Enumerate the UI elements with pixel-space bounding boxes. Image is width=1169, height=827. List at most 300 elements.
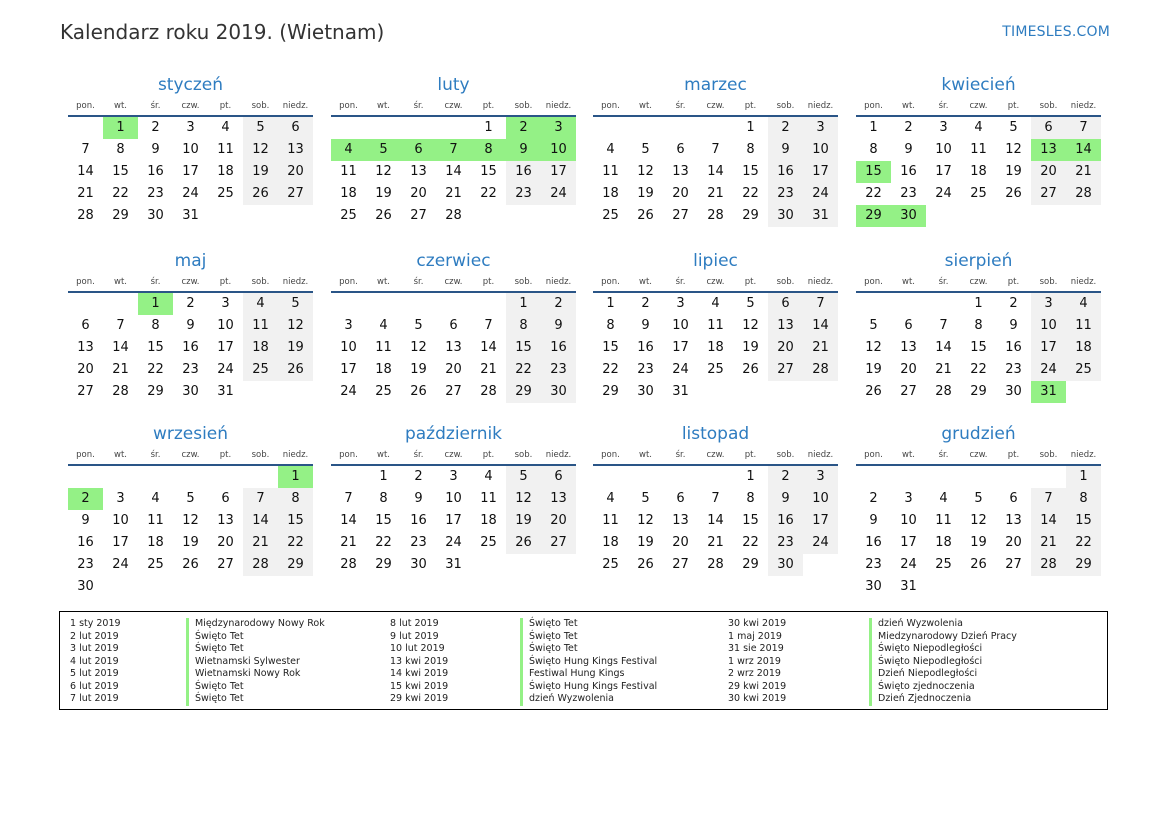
day-cell: 16	[182, 340, 199, 355]
day-grid	[856, 117, 1101, 227]
day-cell: 15	[375, 513, 392, 528]
day-cell: 26	[637, 557, 654, 572]
weekday-label: wt.	[902, 101, 915, 111]
legend-holiday-name: Międzynarodowy Nowy Rok	[195, 618, 325, 629]
day-cell: 1	[869, 120, 878, 135]
weekday-label: niedz.	[1070, 450, 1097, 460]
day-cell: 8	[746, 491, 755, 506]
day-cell: 4	[243, 293, 278, 315]
day-cell: 23	[506, 183, 541, 205]
day-cell: 12	[742, 318, 759, 333]
legend-holiday-name: Święto Niepodległości	[878, 655, 983, 667]
empty-cell	[208, 466, 243, 488]
empty-cell	[926, 466, 961, 488]
day-cell: 24	[803, 532, 838, 554]
day-cell: 9	[904, 142, 913, 157]
day-cell: 9	[641, 318, 650, 333]
day-cell: 6	[278, 117, 313, 139]
legend-date: 29 kwi 2019	[390, 693, 449, 704]
day-cell: 30	[77, 579, 94, 594]
day-cell: 8	[974, 318, 983, 333]
day-cell: 27	[900, 384, 917, 399]
legend-names-column	[520, 618, 657, 706]
month-block	[68, 250, 313, 403]
day-cell: 5	[1009, 120, 1018, 135]
day-cell: 25	[147, 557, 164, 572]
day-cell: 4	[974, 120, 983, 135]
day-cell: 21	[935, 362, 952, 377]
day-cell: 25	[707, 362, 724, 377]
empty-cell	[698, 466, 733, 488]
weekday-label: pon.	[339, 450, 358, 460]
weekday-label: czw.	[444, 450, 463, 460]
day-cell: 6	[401, 139, 436, 161]
day-cell: 29	[147, 384, 164, 399]
day-cell: 7	[711, 491, 720, 506]
day-cell: 25	[602, 557, 619, 572]
day-cell: 18	[970, 164, 987, 179]
day-cell: 10	[935, 142, 952, 157]
month-block	[68, 423, 313, 598]
legend-holiday-name: Święto Tet	[195, 630, 244, 642]
weekday-label: wt.	[377, 277, 390, 287]
day-cell: 1	[606, 296, 615, 311]
day-cell: 21	[803, 337, 838, 359]
day-cell: 10	[900, 513, 917, 528]
day-cell: 25	[935, 557, 952, 572]
weekday-label: czw.	[181, 450, 200, 460]
empty-cell	[366, 117, 401, 139]
day-cell: 11	[1066, 315, 1101, 337]
day-cell: 21	[243, 532, 278, 554]
day-cell: 11	[935, 513, 952, 528]
day-cell: 15	[742, 513, 759, 528]
day-cell: 23	[865, 557, 882, 572]
day-cell: 4	[1066, 293, 1101, 315]
day-cell: 9	[541, 315, 576, 337]
day-cell: 14	[112, 340, 129, 355]
day-grid	[856, 466, 1101, 598]
day-cell: 26	[742, 362, 759, 377]
day-cell: 21	[707, 535, 724, 550]
day-cell: 8	[151, 318, 160, 333]
day-cell: 28	[803, 359, 838, 381]
day-cell: 31	[182, 208, 199, 223]
weekday-label: wt.	[902, 450, 915, 460]
day-cell: 13	[672, 164, 689, 179]
day-cell: 17	[112, 535, 129, 550]
day-cell: 20	[900, 362, 917, 377]
day-cell: 16	[1005, 340, 1022, 355]
day-cell: 8	[746, 142, 755, 157]
empty-cell	[331, 117, 366, 139]
day-cell: 20	[445, 362, 462, 377]
month-block	[593, 423, 838, 576]
legend-holiday-name: Święto Tet	[195, 680, 244, 692]
weekday-header	[593, 447, 838, 466]
month-name: lipiec	[693, 251, 738, 271]
day-cell: 2	[68, 488, 103, 510]
day-cell: 2	[768, 466, 803, 488]
weekday-label: czw.	[706, 277, 725, 287]
day-cell: 5	[641, 142, 650, 157]
day-cell: 6	[1009, 491, 1018, 506]
day-cell: 24	[112, 557, 129, 572]
day-cell: 7	[243, 488, 278, 510]
day-cell: 3	[904, 491, 913, 506]
month-name: styczeń	[157, 75, 224, 95]
day-cell: 13	[541, 488, 576, 510]
day-cell: 29	[1066, 554, 1101, 576]
day-cell: 31	[803, 205, 838, 227]
day-grid	[331, 117, 576, 227]
day-cell: 26	[243, 183, 278, 205]
day-cell: 17	[803, 161, 838, 183]
day-cell: 5	[186, 491, 195, 506]
legend-names-column	[186, 618, 325, 706]
weekday-header	[68, 447, 313, 466]
day-cell: 5	[243, 117, 278, 139]
day-cell: 6	[449, 318, 458, 333]
day-cell: 14	[1031, 510, 1066, 532]
legend-date: 9 lut 2019	[390, 630, 439, 642]
weekday-header	[331, 98, 576, 117]
day-cell: 29	[375, 557, 392, 572]
day-cell: 2	[1009, 296, 1018, 311]
day-cell: 18	[217, 164, 234, 179]
weekday-label: pon.	[76, 101, 95, 111]
day-cell: 23	[410, 535, 427, 550]
day-cell: 12	[182, 513, 199, 528]
day-cell: 15	[1066, 510, 1101, 532]
weekday-label: śr.	[675, 450, 686, 460]
day-grid	[68, 466, 313, 598]
day-cell: 3	[803, 466, 838, 488]
weekday-label: pt.	[219, 450, 232, 460]
day-cell: 19	[637, 535, 654, 550]
day-cell: 9	[506, 139, 541, 161]
weekday-label: pon.	[339, 277, 358, 287]
day-cell: 11	[340, 164, 357, 179]
weekday-header	[68, 274, 313, 293]
day-cell: 28	[112, 384, 129, 399]
weekday-label: wt.	[377, 101, 390, 111]
day-cell: 25	[340, 208, 357, 223]
weekday-label: niedz.	[545, 101, 572, 111]
day-cell: 16	[77, 535, 94, 550]
day-cell: 28	[77, 208, 94, 223]
day-cell: 4	[939, 491, 948, 506]
day-cell: 2	[904, 120, 913, 135]
legend-dates-column	[70, 618, 121, 706]
day-cell: 23	[182, 362, 199, 377]
day-cell: 3	[803, 117, 838, 139]
day-cell: 1	[746, 120, 755, 135]
legend-dates-column	[728, 618, 786, 706]
day-cell: 15	[147, 340, 164, 355]
day-cell: 21	[480, 362, 497, 377]
month-block	[856, 74, 1101, 227]
day-cell: 15	[278, 510, 313, 532]
day-cell: 18	[375, 362, 392, 377]
day-cell: 11	[147, 513, 164, 528]
day-cell: 12	[637, 164, 654, 179]
day-cell: 26	[506, 532, 541, 554]
day-cell: 10	[1031, 315, 1066, 337]
day-cell: 10	[182, 142, 199, 157]
day-cell: 31	[1031, 381, 1066, 403]
day-cell: 29	[742, 208, 759, 223]
day-cell: 9	[768, 139, 803, 161]
weekday-label: śr.	[413, 277, 424, 287]
day-cell: 1	[379, 469, 388, 484]
day-cell: 15	[602, 340, 619, 355]
day-cell: 20	[541, 510, 576, 532]
day-cell: 30	[541, 381, 576, 403]
day-cell: 15	[112, 164, 129, 179]
day-cell: 2	[869, 491, 878, 506]
weekday-label: pt.	[1007, 450, 1020, 460]
day-cell: 16	[147, 164, 164, 179]
day-cell: 10	[217, 318, 234, 333]
day-cell: 22	[1066, 532, 1101, 554]
day-cell: 17	[445, 513, 462, 528]
day-cell: 17	[340, 362, 357, 377]
day-cell: 20	[672, 535, 689, 550]
weekday-header	[593, 274, 838, 293]
day-cell: 8	[116, 142, 125, 157]
weekday-label: pt.	[744, 450, 757, 460]
empty-cell	[68, 466, 103, 488]
day-grid	[856, 293, 1101, 403]
day-cell: 27	[672, 557, 689, 572]
weekday-label: sob.	[251, 450, 270, 460]
weekday-label: pon.	[864, 101, 883, 111]
month-name: wrzesień	[152, 424, 229, 444]
day-cell: 1	[278, 466, 313, 488]
day-cell: 29	[856, 205, 891, 227]
day-cell: 12	[243, 139, 278, 161]
day-cell: 16	[865, 535, 882, 550]
weekday-label: śr.	[413, 450, 424, 460]
day-cell: 29	[112, 208, 129, 223]
day-cell: 3	[541, 117, 576, 139]
day-cell: 23	[541, 359, 576, 381]
weekday-label: niedz.	[282, 277, 309, 287]
weekday-label: śr.	[150, 101, 161, 111]
weekday-label: pt.	[744, 101, 757, 111]
day-cell: 30	[768, 554, 803, 576]
weekday-label: pon.	[864, 277, 883, 287]
weekday-label: czw.	[181, 101, 200, 111]
day-cell: 15	[970, 340, 987, 355]
day-cell: 3	[939, 120, 948, 135]
day-cell: 2	[414, 469, 423, 484]
empty-cell	[856, 466, 891, 488]
empty-cell	[103, 293, 138, 315]
day-cell: 4	[606, 142, 615, 157]
weekday-label: czw.	[706, 450, 725, 460]
day-cell: 20	[672, 186, 689, 201]
day-cell: 12	[865, 340, 882, 355]
weekday-label: wt.	[639, 277, 652, 287]
day-cell: 27	[1031, 183, 1066, 205]
day-cell: 18	[707, 340, 724, 355]
day-cell: 28	[243, 554, 278, 576]
day-cell: 8	[606, 318, 615, 333]
day-cell: 9	[869, 513, 878, 528]
day-cell: 20	[278, 161, 313, 183]
weekday-label: wt.	[114, 101, 127, 111]
day-cell: 12	[970, 513, 987, 528]
day-cell: 7	[81, 142, 90, 157]
empty-cell	[856, 293, 891, 315]
day-cell: 23	[637, 362, 654, 377]
weekday-header	[856, 98, 1101, 117]
day-cell: 17	[803, 510, 838, 532]
day-cell: 26	[182, 557, 199, 572]
day-cell: 11	[602, 513, 619, 528]
day-cell: 27	[410, 208, 427, 223]
month-block	[593, 250, 838, 403]
weekday-label: śr.	[675, 101, 686, 111]
day-grid	[331, 466, 576, 576]
day-cell: 19	[1005, 164, 1022, 179]
day-cell: 26	[865, 384, 882, 399]
day-cell: 21	[1066, 161, 1101, 183]
weekday-label: śr.	[150, 450, 161, 460]
legend-holiday-name: Święto Tet	[529, 643, 578, 654]
day-cell: 12	[637, 513, 654, 528]
weekday-label: pon.	[601, 277, 620, 287]
day-cell: 9	[81, 513, 90, 528]
legend-holiday-name: Święto Niepodległości	[878, 643, 983, 654]
day-cell: 17	[182, 164, 199, 179]
day-cell: 13	[278, 139, 313, 161]
day-cell: 22	[480, 186, 497, 201]
day-cell: 16	[768, 510, 803, 532]
legend-holiday-name: Festiwal Hung Kings	[529, 668, 625, 679]
day-cell: 12	[278, 315, 313, 337]
day-cell: 13	[77, 340, 94, 355]
day-cell: 30	[147, 208, 164, 223]
legend-date: 30 kwi 2019	[728, 693, 787, 704]
day-cell: 13	[1005, 513, 1022, 528]
day-cell: 3	[221, 296, 230, 311]
weekday-label: niedz.	[807, 450, 834, 460]
day-cell: 18	[602, 186, 619, 201]
day-cell: 16	[768, 161, 803, 183]
day-cell: 15	[856, 161, 891, 183]
brand-link[interactable]: TIMESLES.COM	[1002, 24, 1110, 40]
month-name: sierpień	[944, 251, 1013, 271]
day-cell: 4	[606, 491, 615, 506]
weekday-label: sob.	[514, 101, 533, 111]
day-cell: 30	[410, 557, 427, 572]
month-block	[856, 250, 1101, 403]
day-cell: 17	[217, 340, 234, 355]
day-cell: 22	[742, 186, 759, 201]
day-cell: 16	[410, 513, 427, 528]
day-cell: 7	[344, 491, 353, 506]
day-cell: 13	[900, 340, 917, 355]
legend-date: 10 lut 2019	[390, 643, 445, 654]
day-cell: 6	[676, 142, 685, 157]
month-name: grudzień	[941, 424, 1016, 444]
day-cell: 19	[506, 510, 541, 532]
day-cell: 4	[151, 491, 160, 506]
legend-date: 1 maj 2019	[728, 630, 782, 642]
day-cell: 24	[445, 535, 462, 550]
day-grid	[593, 293, 838, 403]
day-cell: 29	[742, 557, 759, 572]
legend-holiday-name: Święto zjednoczenia	[878, 680, 975, 692]
day-cell: 24	[1031, 359, 1066, 381]
day-cell: 11	[217, 142, 234, 157]
month-name: listopad	[681, 424, 750, 444]
weekday-label: sob.	[1039, 277, 1058, 287]
weekday-label: pt.	[219, 277, 232, 287]
legend-date: 2 wrz 2019	[728, 668, 781, 679]
legend-holiday-name: Święto Hung Kings Festival	[529, 680, 658, 692]
day-cell: 24	[340, 384, 357, 399]
weekday-label: sob.	[1039, 101, 1058, 111]
empty-cell	[891, 466, 926, 488]
day-cell: 3	[344, 318, 353, 333]
day-cell: 9	[151, 142, 160, 157]
day-cell: 25	[480, 535, 497, 550]
weekday-label: czw.	[444, 101, 463, 111]
day-cell: 4	[484, 469, 493, 484]
day-cell: 20	[768, 337, 803, 359]
legend-date: 8 lut 2019	[390, 618, 439, 629]
weekday-header	[68, 98, 313, 117]
day-cell: 16	[900, 164, 917, 179]
day-cell: 22	[602, 362, 619, 377]
day-cell: 5	[746, 296, 755, 311]
legend-date: 29 kwi 2019	[728, 680, 787, 692]
legend-holiday-name: Święto Tet	[195, 643, 244, 654]
day-cell: 14	[707, 513, 724, 528]
day-cell: 14	[340, 513, 357, 528]
day-cell: 7	[939, 318, 948, 333]
empty-cell	[401, 117, 436, 139]
day-cell: 26	[1005, 186, 1022, 201]
day-cell: 4	[711, 296, 720, 311]
empty-cell	[103, 466, 138, 488]
day-cell: 30	[891, 205, 926, 227]
day-cell: 8	[506, 315, 541, 337]
day-cell: 1	[974, 296, 983, 311]
day-grid	[593, 117, 838, 227]
day-cell: 4	[221, 120, 230, 135]
legend-date: 1 sty 2019	[70, 618, 121, 629]
legend-holiday-name: Dzień Niepodległości	[878, 668, 978, 679]
day-cell: 25	[375, 384, 392, 399]
day-cell: 13	[1031, 139, 1066, 161]
day-cell: 30	[865, 579, 882, 594]
weekday-label: pt.	[1007, 277, 1020, 287]
day-cell: 6	[81, 318, 90, 333]
legend-holiday-name: dzień Wyzwolenia	[878, 618, 963, 629]
day-cell: 19	[410, 362, 427, 377]
empty-cell	[436, 117, 471, 139]
weekday-label: czw.	[706, 101, 725, 111]
day-cell: 21	[340, 535, 357, 550]
day-cell: 18	[243, 337, 278, 359]
legend-holiday-name: Wietnamski Sylwester	[195, 655, 300, 667]
day-cell: 26	[970, 557, 987, 572]
